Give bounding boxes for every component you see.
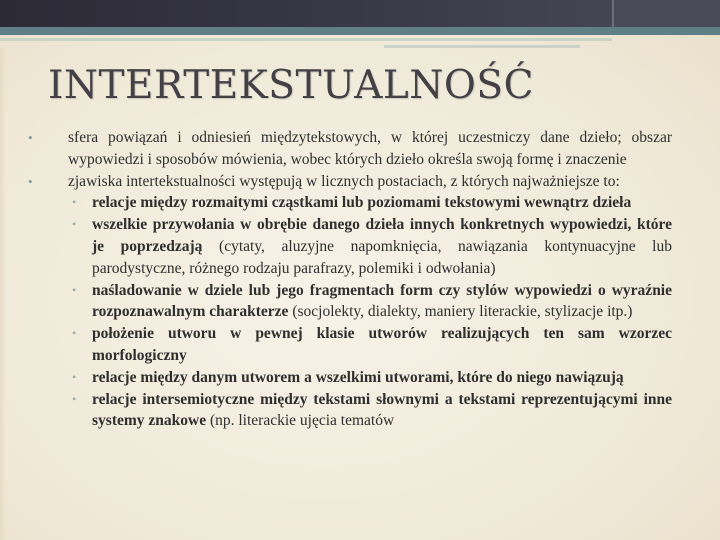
sub-bullet-item — [68, 389, 672, 433]
bullet-text: zjawiska intertekstualności występują w licznych postaciach, z których najważniejsze to: — [68, 172, 620, 190]
header-stripe — [0, 27, 720, 35]
left-edge-shade — [0, 48, 6, 540]
sub-bullet-bold-text: relacje między rozmaitymi cząstkami lub poziomami tekstowymi wewnątrz dzieła — [92, 194, 632, 212]
sub-bullet-list — [68, 192, 672, 432]
slide-title: INTERTEKSTUALNOŚĆ — [48, 63, 534, 108]
sub-bullet-text: (np. literackie ujęcia tematów — [206, 412, 395, 430]
bullet-text: sfera powiązań i odniesień międzytekstowych, w której uczestniczy dane dzieło; obszar wypowiedzi i sposobów mówienia, wobec których dzieło określa swoją formę i znaczenie — [68, 129, 672, 168]
sub-bullet-bold-text: relacje między danym utworem a wszelkimi utworami, które do niego nawiązują — [92, 368, 624, 386]
sub-bullet-item — [68, 367, 672, 389]
sub-bullet-bold-text: położenie utworu w pewnej klasie utworów realizujących ten sam wzorzec morfologiczny — [92, 325, 672, 364]
header-tab-accent — [612, 0, 720, 27]
sub-bullet-item — [68, 323, 672, 367]
slide-content — [26, 127, 672, 540]
sub-bullet-bold-text: naśladowanie w dziele lub jego fragmentach form czy stylów wypowiedzi o wyraźnie rozpoznawalnym charakterze — [92, 281, 672, 321]
sub-bullet-text: (cytaty, aluzyjne napomknięcia, nawiązania kontynuacyjne lub parodystyczne, różnego rodzaju parafrazy, polemiki i odwołania) — [92, 237, 672, 277]
header-line — [0, 38, 612, 41]
sub-bullet-item — [68, 280, 672, 324]
sub-bullet-item — [68, 214, 672, 279]
bullet-list — [26, 127, 672, 432]
bullet-item — [26, 171, 672, 433]
header-line-short — [384, 45, 580, 48]
bullet-item — [26, 127, 672, 171]
sub-bullet-text: (socjolekty, dialekty, maniery literackie, stylizacje itp.) — [288, 303, 633, 321]
sub-bullet-bold-text: relacje intersemiotyczne między tekstami słownymi a tekstami reprezentującymi inne systemy znakowe — [92, 390, 672, 430]
sub-bullet-bold-text: wszelkie przywołania w obrębie danego dzieła innych konkretnych wypowiedzi, które je poprzedzają — [92, 216, 672, 255]
sub-bullet-item — [68, 192, 672, 214]
